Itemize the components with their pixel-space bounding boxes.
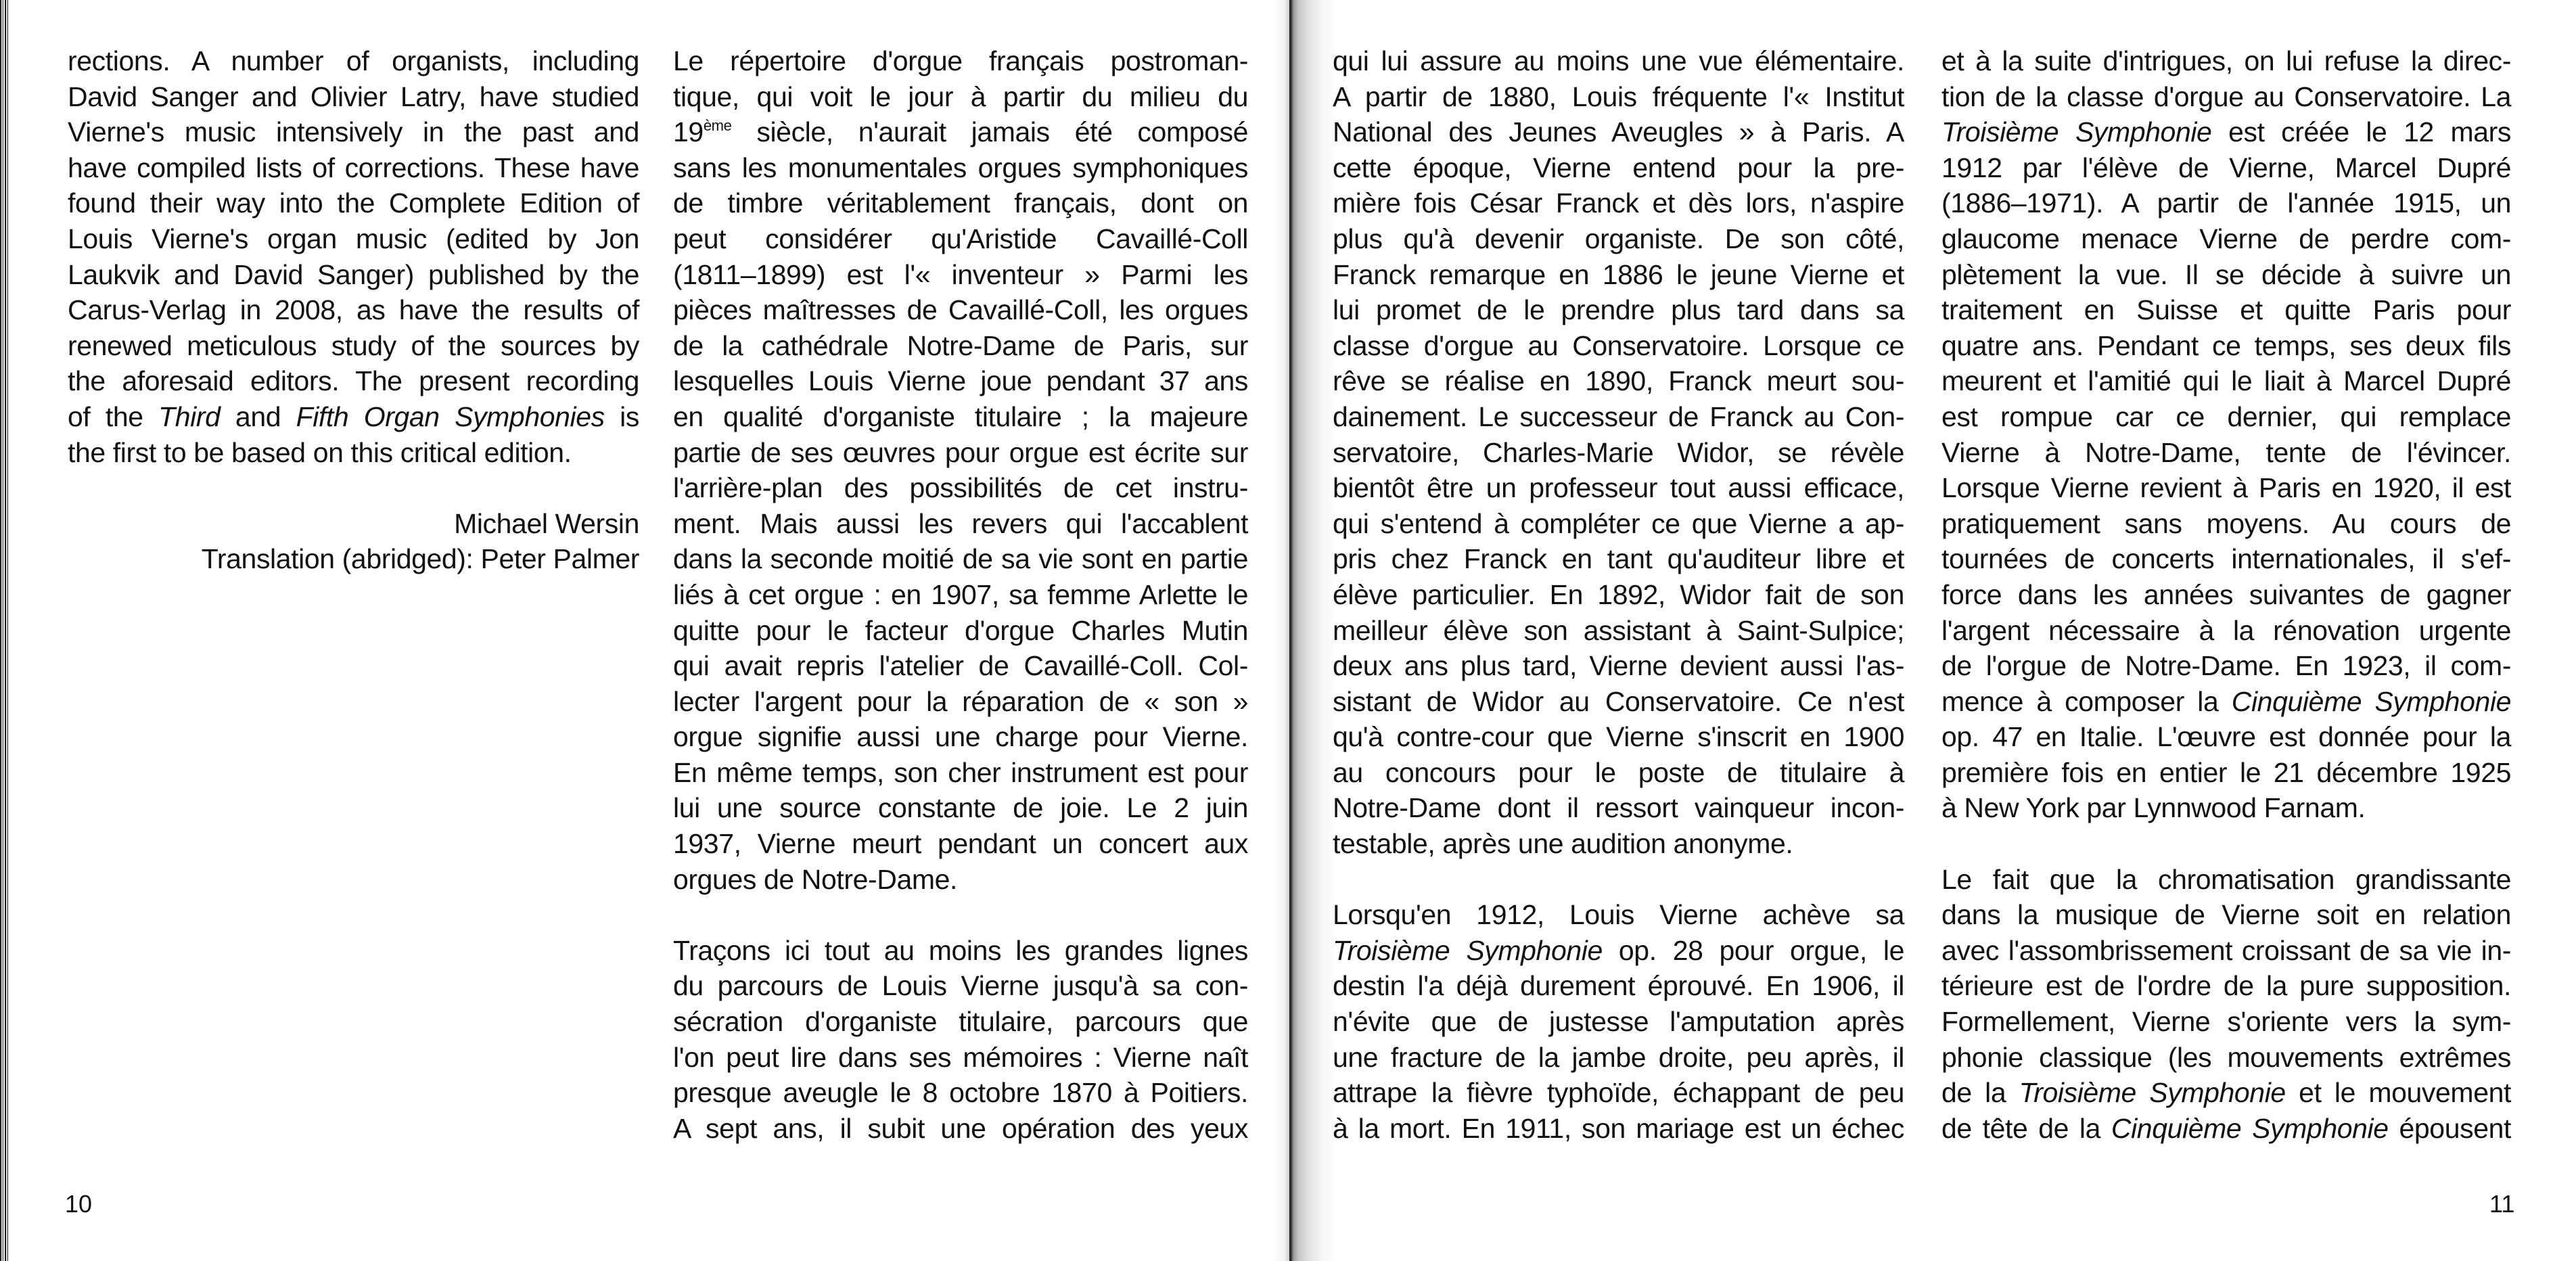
text-line: n'évite que de justesse l'amputation après: [1333, 1006, 1904, 1038]
text-line: et à la suite d'intrigues, on lui refuse la direc-: [1941, 45, 2511, 76]
text-line: Notre-Dame dont il ressort vainqueur incon-: [1333, 792, 1904, 824]
text-line: rections. A number of organists, including: [68, 45, 639, 76]
text-line: traitement en Suisse et quitte Paris pour: [1941, 294, 2511, 326]
text-line: pris chez Franck en tant qu'auditeur libre et: [1333, 543, 1904, 575]
text-line: l'argent nécessaire à la rénovation urgente: [1941, 614, 2511, 646]
text-line: dans la musique de Vierne soit en relation: [1941, 899, 2511, 931]
text-line: National des Jeunes Aveugles » à Paris. A: [1333, 116, 1904, 148]
text-line: à New York par Lynnwood Farnam.: [1941, 792, 2366, 824]
text-line: de tête de la Cinquième Symphonie épousent: [1941, 1112, 2512, 1144]
text-line: bientôt être un professeur tout aussi efficace,: [1333, 472, 1904, 504]
text-line: the aforesaid editors. The present recording: [68, 365, 639, 397]
text-line: dainement. Le successeur de Franck au Con-: [1333, 400, 1904, 432]
text-line: of the Third and Fifth Organ Symphonies is: [68, 400, 639, 432]
text-line: Formellement, Vierne s'oriente vers la sym-: [1941, 1006, 2511, 1038]
text-line: A sept ans, il subit une opération des yeux: [673, 1112, 1248, 1144]
work-title: Cinquième Symphonie: [2111, 1112, 2389, 1144]
text-line: meurent et l'amitié qui le liait à Marcel Dupré: [1941, 365, 2511, 397]
text-line: Troisième Symphonie est créée le 12 mars: [1941, 116, 2511, 148]
text-line: élève particulier. En 1892, Widor fait de son: [1333, 578, 1904, 610]
text-line: classe d'orgue au Conservatoire. Lorsque ce: [1333, 329, 1904, 361]
text-line: peut considérer qu'Aristide Cavaillé-Coll: [673, 223, 1248, 254]
text-line: quatre ans. Pendant ce temps, ses deux fils: [1941, 329, 2511, 361]
text-line: qui lui assure au moins une vue élémentaire.: [1333, 45, 1904, 76]
text-line: qui s'entend à compléter ce que Vierne a ap-: [1333, 507, 1904, 539]
author-credit: [68, 506, 639, 577]
work-title: Troisième Symphonie: [2019, 1077, 2286, 1109]
text-line: lui promet de le prendre plus tard dans sa: [1333, 294, 1904, 326]
text-line: mence à composer la Cinquième Symphonie: [1941, 685, 2511, 717]
text-line: meilleur élève son assistant à Saint-Sulpice;: [1333, 614, 1904, 646]
right-page-column-1: [1333, 43, 1904, 1146]
french-paragraph: [1333, 897, 1904, 1146]
text-line: de l'orgue de Notre-Dame. En 1923, il com-: [1941, 650, 2511, 682]
text-line: deux ans plus tard, Vierne devient aussi l'as-: [1333, 650, 1904, 682]
text-line: orgues de Notre-Dame.: [673, 863, 958, 895]
text-line: op. 47 en Italie. L'œuvre est donnée pour la: [1941, 721, 2511, 753]
book-edge-left: [0, 0, 9, 1261]
text-line: orgue signifie aussi une charge pour Vierne.: [673, 721, 1248, 753]
text-line: Vierne à Notre-Dame, tente de l'évincer.: [1941, 436, 2511, 468]
text-line: rêve se réalise en 1890, Franck meurt sou-: [1333, 365, 1904, 397]
text-line: dans la seconde moitié de sa vie sont en partie: [673, 543, 1248, 575]
text-line: attrape la fièvre typhoïde, échappant de peu: [1333, 1077, 1904, 1109]
text-line: phonie classique (les mouvements extrêmes: [1941, 1041, 2511, 1073]
french-paragraph: [1941, 43, 2511, 826]
french-paragraph: [1941, 862, 2511, 1147]
text-line: 1912 par l'élève de Vierne, Marcel Dupré: [1941, 152, 2511, 183]
text-line: plètement la vue. Il se décide à suivre un: [1941, 258, 2511, 290]
text-line: have compiled lists of corrections. These have: [68, 152, 639, 183]
english-paragraph: [68, 43, 639, 470]
french-paragraph: [1333, 43, 1904, 862]
translator-credit: Translation (abridged): Peter Palmer: [201, 543, 639, 575]
text-line: en qualité d'organiste titulaire ; la majeure: [673, 400, 1248, 432]
text-line: tique, qui voit le jour à partir du milieu du: [673, 81, 1248, 112]
text-line: térieure est de l'ordre de la pure supposition.: [1941, 970, 2511, 1002]
text-line: une fracture de la jambe droite, peu après, il: [1333, 1041, 1904, 1073]
text-line: Lorsque Vierne revient à Paris en 1920, il est: [1941, 472, 2511, 504]
text-line: Louis Vierne's organ music (edited by Jon: [68, 223, 639, 254]
spine-shadow: [1272, 0, 1289, 1261]
page-number-right: 11: [2489, 1190, 2515, 1218]
text-line: de la Troisième Symphonie et le mouvement: [1941, 1077, 2511, 1109]
text-line: quitte pour le facteur d'orgue Charles Mutin: [673, 614, 1248, 646]
text-line: l'on peut lire dans ses mémoires : Vierne naît: [673, 1041, 1248, 1073]
book-spine: [1289, 0, 1337, 1261]
work-title: Cinquième Symphonie: [2231, 685, 2511, 717]
text-line: Le fait que la chromatisation grandissante: [1941, 863, 2511, 895]
text-line: qui avait repris l'atelier de Cavaillé-Coll. Col-: [673, 650, 1248, 682]
text-line: Carus-Verlag in 2008, as have the results of: [68, 294, 639, 326]
text-line: glaucome menace Vierne de perdre com-: [1941, 223, 2511, 254]
text-line: de la cathédrale Notre-Dame de Paris, sur: [673, 329, 1248, 361]
text-line: renewed meticulous study of the sources by: [68, 329, 639, 361]
text-line: partie de ses œuvres pour orgue est écrite sur: [673, 436, 1248, 468]
text-line: plus qu'à devenir organiste. De son côté,: [1333, 223, 1904, 254]
text-line: sistant de Widor au Conservatoire. Ce n'est: [1333, 685, 1904, 717]
text-line: presque aveugle le 8 octobre 1870 à Poitiers.: [673, 1077, 1248, 1109]
text-line: au concours pour le poste de titulaire à: [1333, 756, 1904, 788]
text-line: Lorsqu'en 1912, Louis Vierne achève sa: [1333, 899, 1904, 931]
work-title: Fifth Organ Symphonies: [296, 400, 605, 432]
text-line: sans les monumentales orgues symphoniques: [673, 152, 1248, 183]
left-page-column-french: [673, 43, 1248, 1146]
text-line: lui une source constante de joie. Le 2 juin: [673, 792, 1248, 824]
text-line: the first to be based on this critical edition.: [68, 436, 572, 468]
text-line: 1937, Vierne meurt pendant un concert aux: [673, 828, 1248, 860]
text-line: 19ème siècle, n'aurait jamais été composé: [673, 116, 1248, 148]
text-line: Vierne's music intensively in the past and: [68, 116, 639, 148]
text-line: Franck remarque en 1886 le jeune Vierne et: [1333, 258, 1904, 290]
text-line: tion de la classe d'orgue au Conservatoire. La: [1941, 81, 2511, 112]
text-line: à la mort. En 1911, son mariage est un échec: [1333, 1112, 1904, 1144]
text-line: pratiquement sans moyens. Au cours de: [1941, 507, 2511, 539]
work-title: Third: [158, 400, 221, 432]
left-page-column-english: [68, 43, 639, 577]
text-line: (1811–1899) est l'« inventeur » Parmi les: [673, 258, 1248, 290]
text-line: qu'à contre-cour que Vierne s'inscrit en 1900: [1333, 721, 1904, 753]
text-line: found their way into the Complete Edition of: [68, 187, 639, 219]
text-line: Le répertoire d'orgue français postroman-: [673, 45, 1248, 76]
text-line: sécration d'organiste titulaire, parcours que: [673, 1006, 1248, 1038]
text-line: lecter l'argent pour la réparation de « son »: [673, 685, 1248, 717]
text-line: destin l'a déjà durement éprouvé. En 1906, il: [1333, 970, 1904, 1002]
text-line: En même temps, son cher instrument est pour: [673, 756, 1248, 788]
text-line: Laukvik and David Sanger) published by the: [68, 258, 639, 290]
text-line: mière fois César Franck et dès lors, n'aspire: [1333, 187, 1904, 219]
text-line: est rompue car ce dernier, qui remplace: [1941, 400, 2511, 432]
work-title: Troisième Symphonie: [1941, 116, 2212, 148]
text-line: pièces maîtresses de Cavaillé-Coll, les orgues: [673, 294, 1248, 326]
text-line: David Sanger and Olivier Latry, have studied: [68, 81, 639, 112]
text-line: de timbre véritablement français, dont on: [673, 187, 1248, 219]
text-line: lesquelles Louis Vierne joue pendant 37 ans: [673, 365, 1248, 397]
text-line: Troisième Symphonie op. 28 pour orgue, le: [1333, 934, 1904, 966]
text-line: testable, après une audition anonyme.: [1333, 828, 1793, 860]
text-line: l'arrière-plan des possibilités de cet instru-: [673, 472, 1248, 504]
page-number-left: 10: [65, 1190, 93, 1218]
right-page-column-2: [1941, 43, 2511, 1146]
text-line: A partir de 1880, Louis fréquente l'« Institut: [1333, 81, 1904, 112]
text-line: (1886–1971). A partir de l'année 1915, un: [1941, 187, 2511, 219]
text-line: force dans les années suivantes de gagner: [1941, 578, 2511, 610]
text-line: du parcours de Louis Vierne jusqu'à sa con-: [673, 970, 1248, 1002]
text-line: servatoire, Charles-Marie Widor, se révèle: [1333, 436, 1904, 468]
text-line: tournées de concerts internationales, il s'ef-: [1941, 543, 2511, 575]
text-line: cette époque, Vierne entend pour la pre-: [1333, 152, 1904, 183]
french-paragraph: [673, 933, 1248, 1147]
text-line: première fois en entier le 21 décembre 1925: [1941, 756, 2511, 788]
text-line: ment. Mais aussi les revers qui l'accablent: [673, 507, 1248, 539]
text-line: Traçons ici tout au moins les grandes lignes: [673, 934, 1248, 966]
french-paragraph: [673, 43, 1248, 897]
author-name: Michael Wersin: [454, 507, 639, 539]
work-title: Troisième Symphonie: [1333, 934, 1603, 966]
text-line: avec l'assombrissement croissant de sa vie in-: [1941, 934, 2511, 966]
text-line: liés à cet orgue : en 1907, sa femme Arlette le: [673, 578, 1248, 610]
